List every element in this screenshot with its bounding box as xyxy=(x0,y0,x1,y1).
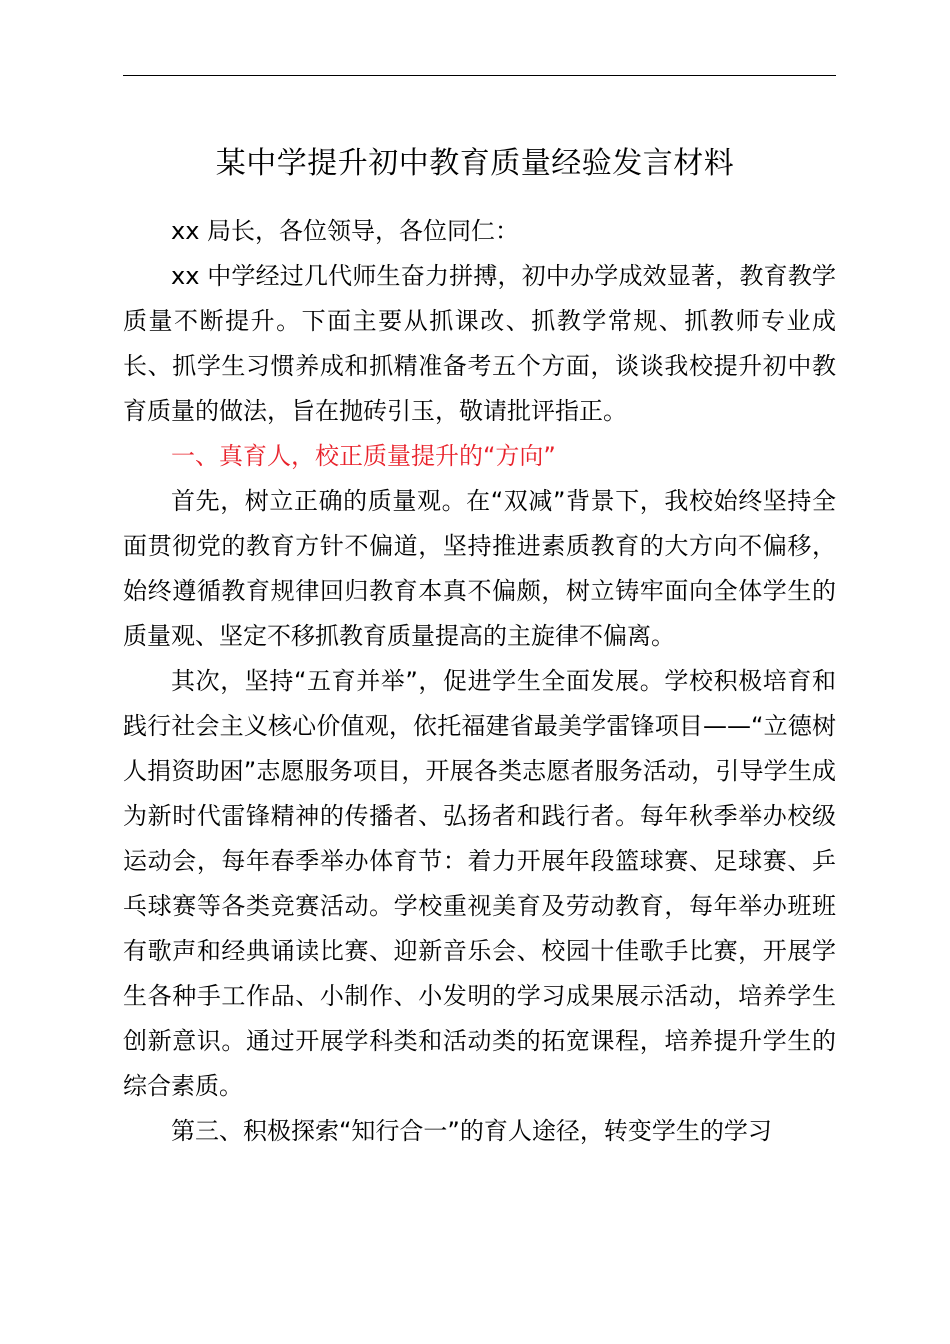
paragraph-2: 其次，坚持“五育并举”，促进学生全面发展。学校积极培育和践行社会主义核心价值观，依托福建省最美学雷锋项目——“立德树人捐资助困”志愿服务项目，开展各类志愿者服务活动，引导学生成为新时代雷锋精神的传播者、弘扬者和践行者。每年秋季举办校级运动会，每年春季举办体育节：着力开展年段篮球赛、足球赛、乒乓球赛等各类竞赛活动。学校重视美育及劳动教育，每年举办班班有歌声和经典诵读比赛、迎新音乐会、校园十佳歌手比赛，开展学生各种手工作品、小制作、小发明的学习成果展示活动，培养学生创新意识。通过开展学科类和活动类的拓宽课程，培养提升学生的综合素质。 xyxy=(123,667,836,1100)
intro-paragraph: xx 中学经过几代师生奋力拼搏，初中办学成效显著，教育教学质量不断提升。下面主要从抓课改、抓教学常规、抓教师专业成长、抓学生习惯养成和抓精准备考五个方面，谈谈我校提升初中教育质量的做法，旨在抛砖引玉，敬请批评指正。 xyxy=(123,262,836,425)
header-rule xyxy=(123,75,836,76)
document-title: 某中学提升初中教育质量经验发言材料 xyxy=(215,146,735,181)
paragraph-1: 首先，树立正确的质量观。在“双减”背景下，我校始终坚持全面贯彻党的教育方针不偏道，坚持推进素质教育的大方向不偏移，始终遵循教育规律回归教育本真不偏颇，树立铸牢面向全体学生的质量观、坚定不移抓教育质量提高的主旋律不偏离。 xyxy=(123,487,836,650)
section-heading-1: 一、真育人，校正质量提升的“方向” xyxy=(171,442,556,470)
document-body xyxy=(123,209,836,1154)
paragraph-3: 第三、积极探索“知行合一”的育人途径，转变学生的学习 xyxy=(171,1117,772,1145)
salutation: xx 局长，各位领导，各位同仁： xyxy=(171,217,520,245)
